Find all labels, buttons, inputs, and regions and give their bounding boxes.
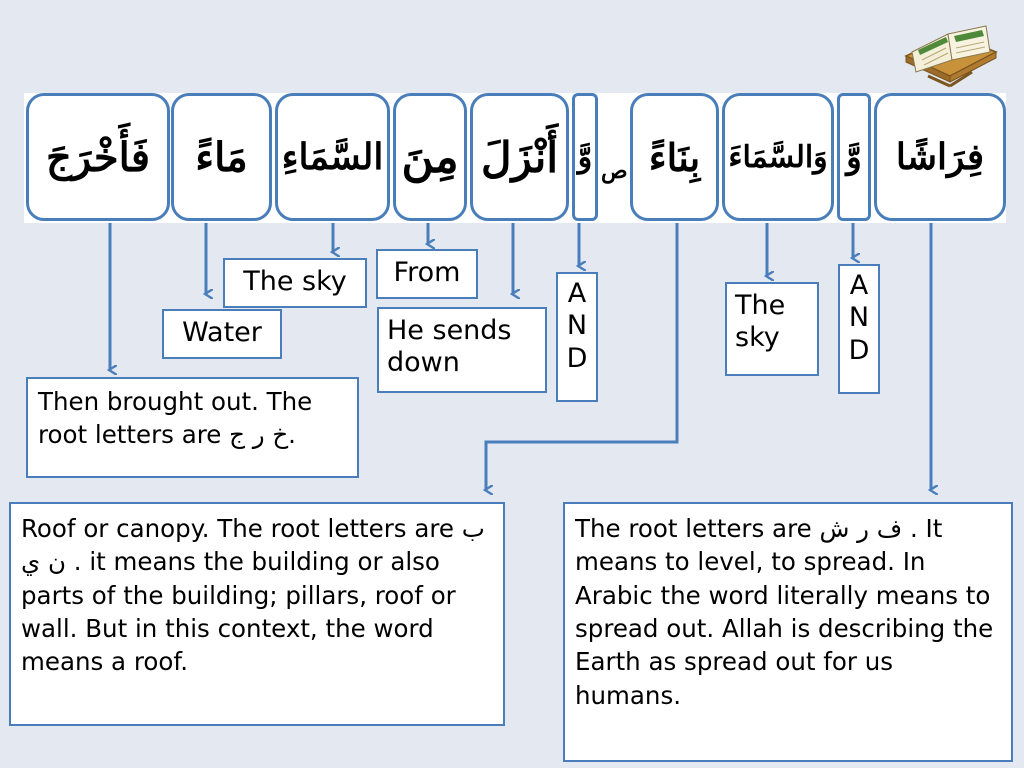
label-and-2-letter: N <box>848 302 870 334</box>
label-the-sky-1: The sky <box>223 258 367 308</box>
word-firaashan[interactable]: فِرَاشًا <box>874 93 1006 221</box>
quran-book-icon <box>898 12 1002 90</box>
label-and-1-letter: D <box>566 342 588 374</box>
word-wa-2[interactable]: وَّ <box>837 93 871 221</box>
desc-brought-out-post: . <box>288 420 296 450</box>
word-samaa-1[interactable]: السَّمَاءِ <box>275 93 390 221</box>
desc-spread <box>563 502 1013 762</box>
word-min[interactable]: مِنَ <box>393 93 467 221</box>
label-he-sends-line2: down <box>387 346 460 378</box>
word-fakhraja[interactable]: فَأَخْرَجَ <box>26 93 170 221</box>
label-the-sky-2 <box>725 282 819 376</box>
label-he-sends-down <box>377 307 547 393</box>
label-and-1-letter: A <box>567 278 587 309</box>
word-samaa-2[interactable]: وَالسَّمَاءَ <box>722 93 834 221</box>
desc-brought-out-arabic: خ ر ج <box>229 420 289 450</box>
word-maa[interactable]: مَاءً <box>171 93 272 221</box>
desc-spread-pre: The root letters are <box>575 514 820 543</box>
desc-roof-pre: Roof or canopy. The root letters are <box>21 514 462 543</box>
desc-roof <box>9 502 505 726</box>
desc-brought-out-line1: Then brought out. The <box>38 387 313 416</box>
label-he-sends-line1: He sends <box>387 315 512 346</box>
word-wa-1[interactable]: وَّ <box>572 93 598 221</box>
label-and-1-letter: N <box>566 310 588 342</box>
desc-roof-arabic: ب ن ي <box>21 514 485 577</box>
label-and-2-letter: A <box>849 270 869 301</box>
desc-brought-out-line2 <box>38 418 347 451</box>
label-the-sky-2-line2: sky <box>735 321 780 353</box>
desc-roof-post: . it means the building or also parts of the building; pillars, roof or wall. But in this context, the word means a roof. <box>21 547 456 677</box>
label-and-2-letter: D <box>848 334 870 366</box>
stop-mark: ص <box>601 158 628 184</box>
label-and-1 <box>556 272 598 402</box>
word-anzala[interactable]: أَنْزَلَ <box>470 93 569 221</box>
word-binaa[interactable]: بِنَاءً <box>630 93 719 221</box>
label-from: From <box>376 249 478 299</box>
desc-brought-out-pre: root letters are <box>38 420 230 450</box>
desc-spread-arabic: ف ر ش <box>819 514 903 543</box>
label-water: Water <box>162 309 282 359</box>
label-and-2 <box>838 264 880 394</box>
label-the-sky-2-line1: The <box>735 290 786 321</box>
desc-brought-out <box>26 377 359 478</box>
desc-spread-post: . It means to level, to spread. In Arabic the word literally means to spread out. Allah is describing the Earth as spread out for us humans. <box>575 514 994 710</box>
